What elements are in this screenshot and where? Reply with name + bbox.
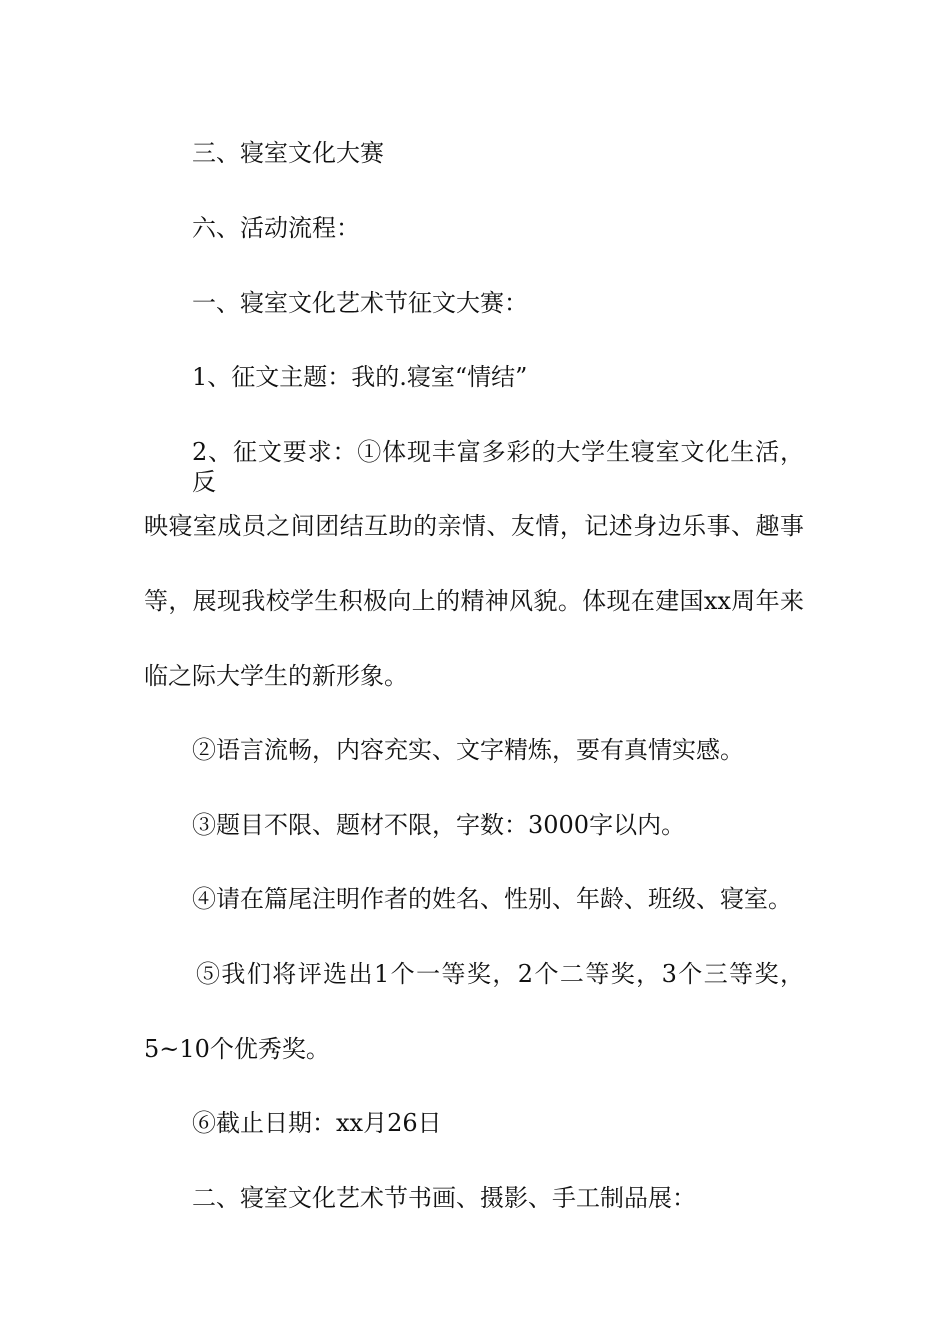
requirement-language: ②语言流畅，内容充实、文字精炼，要有真情实感。 (192, 736, 744, 764)
requirement-awards-line-1: ⑤我们将评选出1个一等奖，2个二等奖，3个三等奖， (196, 960, 804, 988)
essay-requirements-line-3: 等，展现我校学生积极向上的精神风貌。体现在建国xx周年来 (144, 587, 804, 615)
section-heading-activity-process: 六、活动流程： (192, 214, 360, 242)
essay-theme: 1、征文主题：我的.寝室“情结” (192, 363, 528, 391)
section-heading-dorm-contest: 三、寝室文化大赛 (192, 139, 384, 167)
essay-requirements-line-2: 映寝室成员之间团结互助的亲情、友情，记述身边乐事、趣事 (144, 512, 804, 540)
essay-requirements-line-4: 临之际大学生的新形象。 (144, 662, 408, 690)
requirement-topic-length: ③题目不限、题材不限，字数：3000字以内。 (192, 811, 686, 839)
essay-requirements-line-1: 2、征文要求：①体现丰富多彩的大学生寝室文化生活，反 (192, 438, 804, 496)
requirement-deadline: ⑥截止日期：xx月26日 (192, 1109, 442, 1137)
requirement-author-info: ④请在篇尾注明作者的姓名、性别、年龄、班级、寝室。 (192, 885, 792, 913)
requirement-awards-line-2: 5~10个优秀奖。 (144, 1035, 330, 1063)
subsection-heading-essay-contest: 一、寝室文化艺术节征文大赛： (192, 289, 528, 317)
subsection-heading-art-exhibition: 二、寝室文化艺术节书画、摄影、手工制品展： (192, 1184, 696, 1212)
